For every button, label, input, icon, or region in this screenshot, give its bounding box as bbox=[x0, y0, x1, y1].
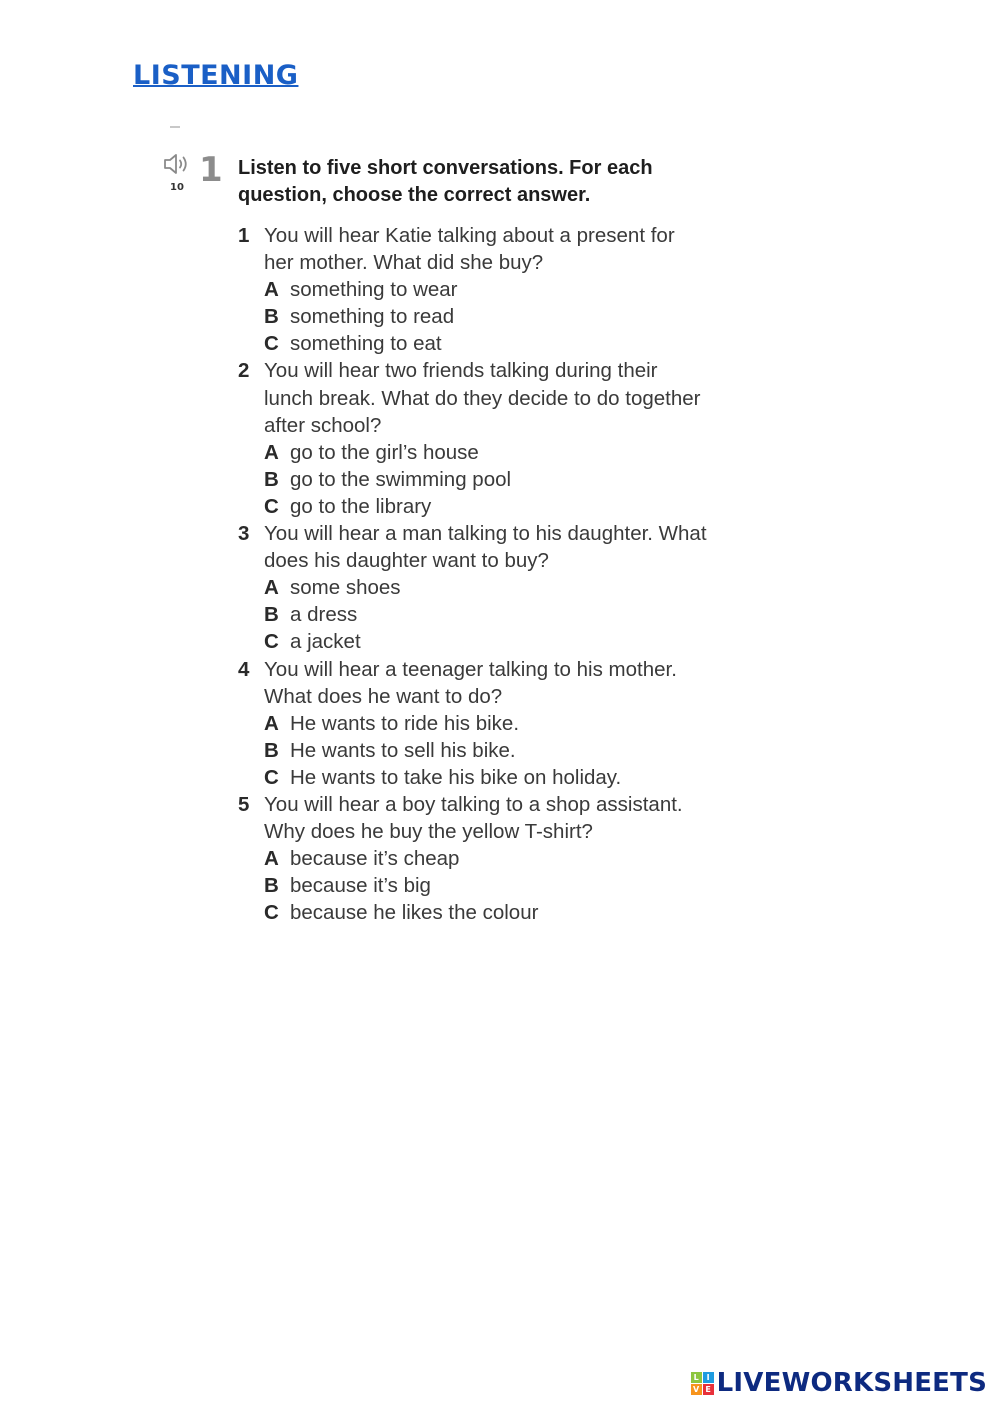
question-5 bbox=[238, 791, 738, 926]
option-letter: A bbox=[264, 576, 279, 600]
audio-track[interactable] bbox=[162, 152, 192, 193]
option-b[interactable] bbox=[264, 737, 738, 764]
question-1 bbox=[238, 222, 738, 357]
option-a[interactable] bbox=[264, 574, 738, 601]
option-text: a jacket bbox=[290, 630, 361, 654]
option-text: go to the swimming pool bbox=[290, 467, 512, 491]
option-text: some shoes bbox=[290, 576, 401, 600]
question-number: 2 bbox=[238, 359, 250, 383]
option-text: a dress bbox=[290, 603, 358, 627]
question-text-line: lunch break. What do they decide to do together bbox=[264, 386, 701, 410]
divider-mark bbox=[170, 126, 180, 128]
option-letter: C bbox=[264, 494, 279, 518]
option-text: He wants to ride his bike. bbox=[290, 711, 520, 735]
option-letter: C bbox=[264, 901, 279, 925]
option-letter: B bbox=[264, 305, 279, 329]
option-a[interactable] bbox=[264, 845, 738, 872]
question-text-line: You will hear Katie talking about a present for bbox=[264, 224, 675, 247]
option-text: go to the library bbox=[290, 494, 432, 518]
question-4 bbox=[238, 656, 738, 791]
option-b[interactable] bbox=[264, 872, 738, 899]
option-c[interactable] bbox=[264, 330, 738, 357]
option-text: something to eat bbox=[290, 332, 442, 356]
question-3 bbox=[238, 520, 738, 655]
question-text-line: You will hear a teenager talking to his mother. bbox=[264, 657, 677, 681]
brand-tiles bbox=[691, 1372, 714, 1395]
option-c[interactable] bbox=[264, 764, 738, 791]
track-number: 10 bbox=[170, 182, 184, 193]
option-letter: B bbox=[264, 467, 279, 491]
option-a[interactable] bbox=[264, 710, 738, 737]
exercise-number: 1 bbox=[199, 150, 223, 190]
question-list bbox=[238, 222, 738, 926]
question-number: 1 bbox=[238, 224, 250, 247]
brand-tile: L bbox=[691, 1372, 702, 1383]
option-b[interactable] bbox=[264, 601, 738, 628]
option-letter: B bbox=[264, 874, 279, 898]
question-number: 3 bbox=[238, 522, 250, 546]
option-text: something to read bbox=[290, 305, 455, 329]
option-letter: B bbox=[264, 738, 279, 762]
brand-text: LIVEWORKSHEETS bbox=[716, 1368, 987, 1398]
option-b[interactable] bbox=[264, 303, 738, 330]
option-letter: C bbox=[264, 765, 279, 789]
option-text: because he likes the colour bbox=[290, 901, 539, 925]
option-c[interactable] bbox=[264, 493, 738, 520]
question-text-line: Why does he buy the yellow T-shirt? bbox=[264, 820, 593, 844]
option-letter: A bbox=[264, 711, 279, 735]
page-title[interactable]: LISTENING bbox=[133, 60, 299, 91]
option-letter: A bbox=[264, 278, 279, 302]
question-text-line: You will hear two friends talking during their bbox=[264, 359, 658, 383]
option-a[interactable] bbox=[264, 276, 738, 303]
speaker-icon[interactable] bbox=[163, 152, 191, 176]
option-letter: C bbox=[264, 630, 279, 654]
question-number: 5 bbox=[238, 792, 250, 816]
option-a[interactable] bbox=[264, 439, 738, 466]
brand-tile: I bbox=[703, 1372, 714, 1383]
question-text-line: does his daughter want to buy? bbox=[264, 549, 549, 573]
question-number: 4 bbox=[238, 657, 250, 681]
option-text: because it’s big bbox=[290, 874, 431, 898]
option-text: He wants to sell his bike. bbox=[290, 738, 516, 762]
liveworksheets-logo bbox=[691, 1366, 987, 1400]
exercise-instructions: Listen to five short conversations. For each question, choose the correct answer. bbox=[238, 157, 653, 206]
option-text: because it’s cheap bbox=[290, 847, 460, 871]
option-text: go to the girl’s house bbox=[290, 440, 479, 464]
question-text-line: You will hear a boy talking to a shop assistant. bbox=[264, 792, 683, 816]
question-text-line: her mother. What did she buy? bbox=[264, 251, 544, 275]
option-text: something to wear bbox=[290, 278, 458, 302]
option-b[interactable] bbox=[264, 466, 738, 493]
question-text-line: after school? bbox=[264, 413, 382, 437]
option-letter: B bbox=[264, 603, 279, 627]
option-c[interactable] bbox=[264, 628, 738, 655]
question-2 bbox=[238, 357, 738, 520]
question-text-line: What does he want to do? bbox=[264, 684, 503, 708]
option-letter: C bbox=[264, 332, 279, 356]
option-text: He wants to take his bike on holiday. bbox=[290, 765, 622, 789]
question-text-line: You will hear a man talking to his daughter. What bbox=[264, 522, 707, 546]
brand-tile: E bbox=[703, 1384, 714, 1395]
option-c[interactable] bbox=[264, 899, 738, 926]
option-letter: A bbox=[264, 440, 279, 464]
brand-tile: V bbox=[691, 1384, 702, 1395]
option-letter: A bbox=[264, 847, 279, 871]
